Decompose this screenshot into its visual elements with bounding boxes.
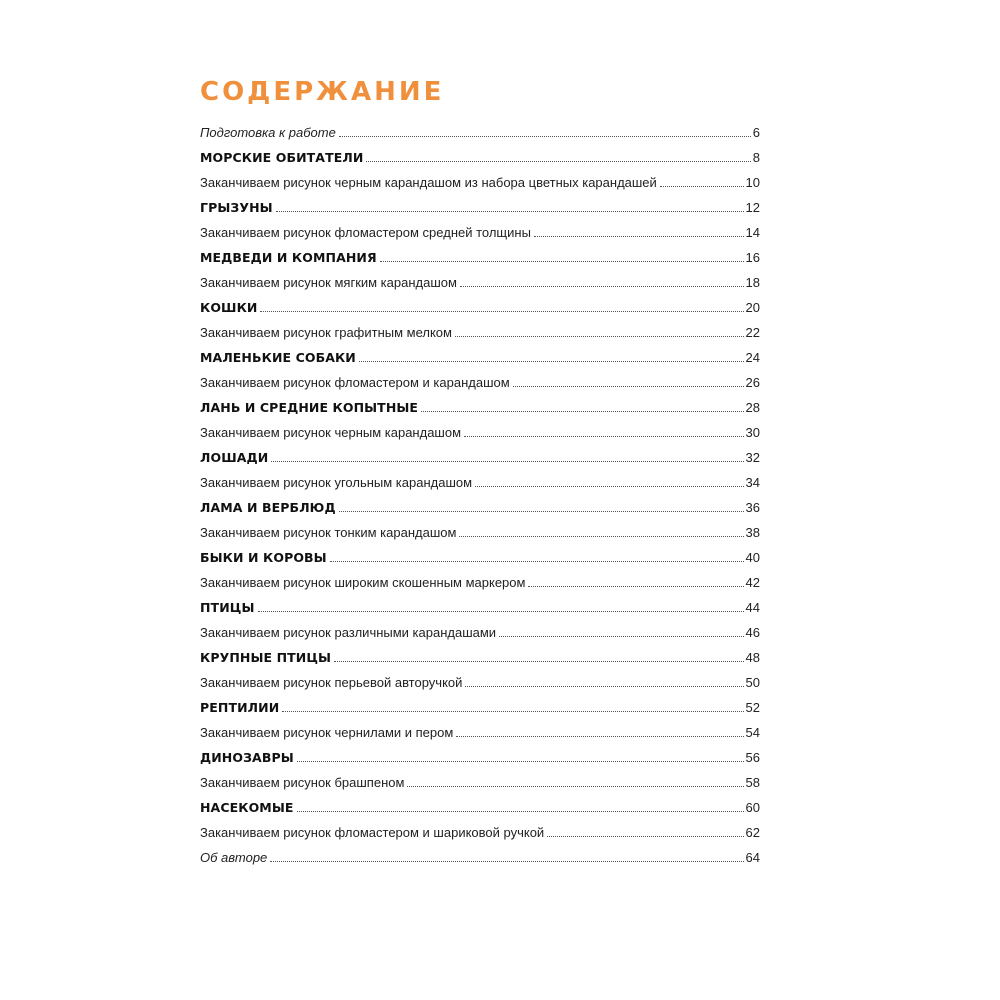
toc-page-number: 26 (745, 375, 760, 390)
toc-entry-label: Заканчиваем рисунок тонким карандашом (200, 525, 457, 540)
dot-leader (660, 186, 744, 187)
toc-subentry[interactable] (200, 669, 760, 694)
toc-page-number: 42 (745, 575, 760, 590)
toc-entry-label: Заканчиваем рисунок графитным мелком (200, 325, 452, 340)
dot-leader (421, 411, 743, 412)
toc-entry-label: Заканчиваем рисунок черным карандашом (200, 425, 462, 440)
dot-leader (258, 611, 744, 612)
toc-page-number: 32 (745, 450, 760, 465)
toc-section-entry[interactable] (200, 294, 760, 319)
dot-leader (334, 661, 743, 662)
toc-entry-label: ЛАНЬ И СРЕДНИЕ КОПЫТНЫЕ (200, 400, 419, 415)
toc-entry-label: ДИНОЗАВРЫ (200, 750, 294, 765)
dot-leader (330, 561, 744, 562)
dot-leader (455, 336, 744, 337)
dot-leader (339, 136, 751, 137)
dot-leader (271, 461, 743, 462)
toc-subentry[interactable] (200, 819, 760, 844)
toc-page-number: 8 (752, 150, 760, 165)
toc-page-number: 44 (745, 600, 760, 615)
toc-page-number: 28 (745, 400, 760, 415)
toc-page-number: 38 (745, 525, 760, 540)
toc-entry-label: Заканчиваем рисунок чернилами и пером (200, 725, 454, 740)
dot-leader (380, 261, 744, 262)
toc-section-entry[interactable] (200, 244, 760, 269)
toc-page-number: 36 (745, 500, 760, 515)
toc-entry-label: Заканчиваем рисунок широким скошенным маркером (200, 575, 526, 590)
toc-intro-entry[interactable] (200, 119, 760, 144)
toc-subentry[interactable] (200, 519, 760, 544)
table-of-contents (200, 119, 760, 869)
toc-page-number: 34 (745, 475, 760, 490)
toc-entry-label: Заканчиваем рисунок фломастером средней толщины (200, 225, 531, 240)
dot-leader (513, 386, 744, 387)
dot-leader (270, 861, 743, 862)
page-title: СОДЕРЖАНИЕ (200, 77, 445, 107)
dot-leader (459, 536, 743, 537)
dot-leader (465, 686, 743, 687)
toc-entry-label: Заканчиваем рисунок фломастером и шариковой ручкой (200, 825, 545, 840)
dot-leader (260, 311, 743, 312)
toc-page-number: 14 (745, 225, 760, 240)
toc-page-number: 60 (745, 800, 760, 815)
toc-section-entry[interactable] (200, 444, 760, 469)
dot-leader (407, 786, 743, 787)
toc-subentry[interactable] (200, 419, 760, 444)
toc-page-number: 58 (745, 775, 760, 790)
dot-leader (528, 586, 743, 587)
toc-entry-label: Заканчиваем рисунок черным карандашом из набора цветных карандашей (200, 175, 657, 190)
toc-entry-label: ЛАМА И ВЕРБЛЮД (200, 500, 336, 515)
toc-section-entry[interactable] (200, 494, 760, 519)
toc-entry-label: Заканчиваем рисунок фломастером и карандашом (200, 375, 510, 390)
dot-leader (359, 361, 744, 362)
toc-subentry[interactable] (200, 269, 760, 294)
toc-page-number: 56 (745, 750, 760, 765)
toc-entry-label: Заканчиваем рисунок брашпеном (200, 775, 405, 790)
dot-leader (339, 511, 744, 512)
toc-entry-label: Подготовка к работе (200, 125, 336, 140)
toc-page-number: 20 (745, 300, 760, 315)
dot-leader (366, 161, 750, 162)
toc-page-number: 10 (745, 175, 760, 190)
toc-page-number: 18 (745, 275, 760, 290)
toc-section-entry[interactable] (200, 194, 760, 219)
toc-subentry[interactable] (200, 569, 760, 594)
toc-page-number: 52 (745, 700, 760, 715)
toc-entry-label: КОШКИ (200, 300, 258, 315)
toc-section-entry[interactable] (200, 344, 760, 369)
toc-subentry[interactable] (200, 619, 760, 644)
dot-leader (297, 811, 744, 812)
toc-entry-label: Заканчиваем рисунок различными карандашами (200, 625, 497, 640)
toc-entry-label: БЫКИ И КОРОВЫ (200, 550, 327, 565)
toc-entry-label: Заканчиваем рисунок угольным карандашом (200, 475, 473, 490)
toc-entry-label: НАСЕКОМЫЕ (200, 800, 294, 815)
toc-page-number: 16 (745, 250, 760, 265)
toc-section-entry[interactable] (200, 694, 760, 719)
toc-page-number: 50 (745, 675, 760, 690)
dot-leader (499, 636, 743, 637)
toc-page-number: 30 (745, 425, 760, 440)
toc-section-entry[interactable] (200, 394, 760, 419)
toc-entry-label: ПТИЦЫ (200, 600, 255, 615)
toc-page-number: 40 (745, 550, 760, 565)
toc-section-entry[interactable] (200, 794, 760, 819)
toc-page-number: 64 (745, 850, 760, 865)
dot-leader (276, 211, 744, 212)
toc-section-entry[interactable] (200, 594, 760, 619)
toc-section-entry[interactable] (200, 644, 760, 669)
toc-entry-label: МОРСКИЕ ОБИТАТЕЛИ (200, 150, 364, 165)
toc-subentry[interactable] (200, 769, 760, 794)
toc-subentry[interactable] (200, 469, 760, 494)
toc-entry-label: КРУПНЫЕ ПТИЦЫ (200, 650, 332, 665)
dot-leader (464, 436, 744, 437)
toc-subentry[interactable] (200, 319, 760, 344)
toc-page-number: 62 (745, 825, 760, 840)
toc-entry-label: Заканчиваем рисунок мягким карандашом (200, 275, 457, 290)
toc-subentry[interactable] (200, 719, 760, 744)
toc-subentry[interactable] (200, 169, 760, 194)
toc-page-number: 22 (745, 325, 760, 340)
dot-leader (475, 486, 743, 487)
toc-page-number: 54 (745, 725, 760, 740)
toc-page-number: 48 (745, 650, 760, 665)
toc-subentry[interactable] (200, 219, 760, 244)
dot-leader (282, 711, 743, 712)
dot-leader (297, 761, 744, 762)
toc-page-number: 12 (745, 200, 760, 215)
toc-entry-label: Заканчиваем рисунок перьевой авторучкой (200, 675, 463, 690)
dot-leader (460, 286, 744, 287)
toc-section-entry[interactable] (200, 544, 760, 569)
toc-page-number: 6 (752, 125, 760, 140)
toc-entry-label: Об авторе (200, 850, 268, 865)
toc-entry-label: ЛОШАДИ (200, 450, 269, 465)
toc-section-entry[interactable] (200, 144, 760, 169)
toc-entry-label: МЕДВЕДИ И КОМПАНИЯ (200, 250, 377, 265)
dot-leader (534, 236, 744, 237)
toc-entry-label: МАЛЕНЬКИЕ СОБАКИ (200, 350, 356, 365)
toc-page-number: 46 (745, 625, 760, 640)
dot-leader (456, 736, 743, 737)
toc-entry-label: ГРЫЗУНЫ (200, 200, 273, 215)
dot-leader (547, 836, 743, 837)
toc-section-entry[interactable] (200, 744, 760, 769)
toc-entry-label: РЕПТИЛИИ (200, 700, 280, 715)
toc-subentry[interactable] (200, 369, 760, 394)
toc-page-number: 24 (745, 350, 760, 365)
toc-intro-entry[interactable] (200, 844, 760, 869)
